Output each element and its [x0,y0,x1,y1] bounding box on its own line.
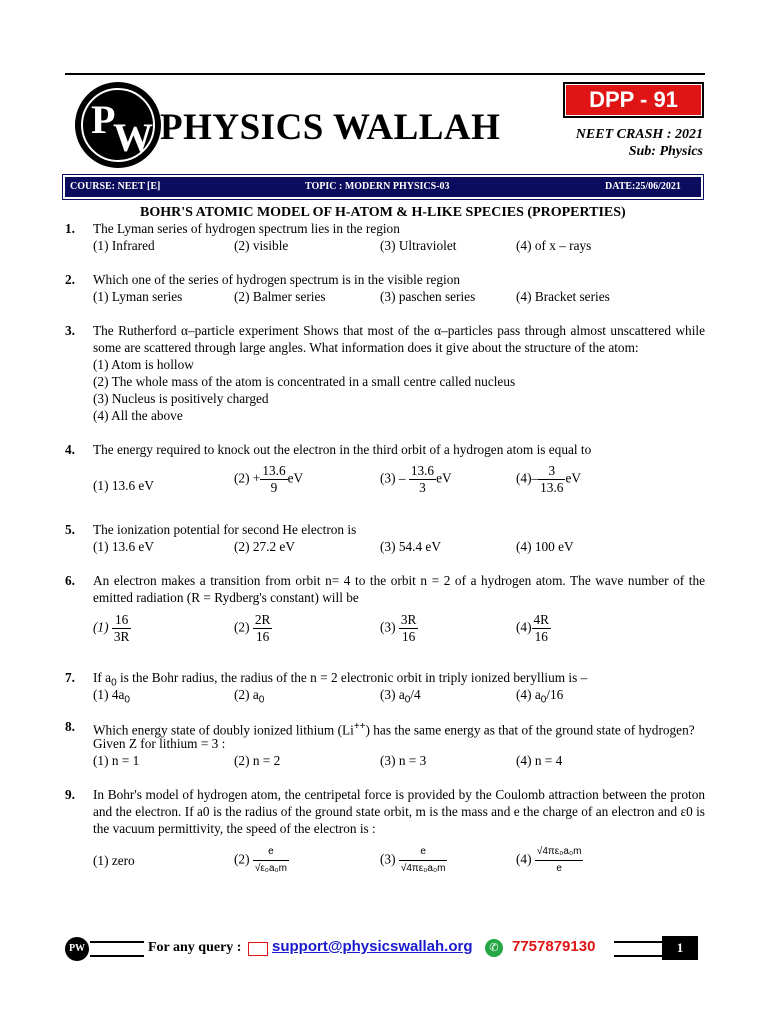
option-4: (4) All the above [93,408,183,423]
footer-query-label: For any query : [148,940,242,955]
option-3: (3) $\frac{e}{\text{√4πε₀a₀m}}$ [380,846,446,874]
option-3: (3) Ultraviolet [380,238,457,253]
question-number: 3. [65,323,75,338]
question-text: In Bohr's model of hydrogen atom, the centripetal force is provided by the Coulomb attraction between the proton and the electron. If a0 is the radius of the ground state orbit, m is the mass and e the charge of an electron and ε0 is the vacuum permittivity, the speed of the electron is : [93,787,705,836]
question-number: 5. [65,522,75,537]
mail-icon [248,942,268,956]
topic-label: TOPIC : MODERN PHYSICS-03 [305,181,450,192]
option-4: (4)– $\frac{3}{13.6}$ eV [516,463,581,495]
option-2: (2) $a_0$ [234,687,265,706]
pw-logo: P W [75,82,161,168]
option-3: (3) 54.4 eV [380,539,441,554]
option-3: (3) – $\frac{13.6}{3}$ eV [380,463,452,495]
question-number: 6. [65,573,75,588]
option-3: (3) paschen series [380,289,476,304]
option-4: (4) $\frac{4R}{16}$ [516,612,550,644]
option-3: (3) n = 3 [380,753,427,768]
question-text: Which one of the series of hydrogen spectrum is in the visible region [93,272,461,287]
question-number: 2. [65,272,75,287]
question-text: The ionization potential for second He electron is [93,522,357,537]
question-text: If $a_0$ is the Bohr radius, the radius of the n = 2 electronic orbit in triply ionized beryllium is – [93,670,588,689]
question-text: The Rutherford α–particle experiment Shows that most of the α–particles pass through almost unscattered while some are scattered through large angles. What information does it give about the structure of the atom: [93,323,705,355]
option-2: (2) $\frac{2R}{16}$ [234,612,271,644]
subject-label: Sub: Physics [628,144,703,159]
question-line-2: Given Z for lithium = 3 : [93,736,226,751]
question-number: 4. [65,442,75,457]
option-4: (4) $\frac{\text{√4πε₀a₀m}}{e}$ [516,846,582,874]
option-2: (2) visible [234,238,289,253]
option-1: (1) $\frac{16}{3R}$ [93,612,130,644]
question-number: 1. [65,221,75,236]
dpp-badge: DPP - 91 [566,85,701,115]
option-3: (3) $\frac{3R}{16}$ [380,612,417,644]
option-4: (4) Bracket series [516,289,610,304]
option-1: (1) $4a_0$ [93,687,130,706]
option-3: (3) Nucleus is positively charged [93,391,269,406]
option-1: (1) 13.6 eV [93,539,154,554]
support-phone[interactable]: 7757879130 [512,938,596,955]
info-bar [65,177,701,197]
question-number: 7. [65,670,75,685]
question-number: 9. [65,787,75,802]
header-rule [65,73,705,75]
footer-logo: PW [65,937,89,961]
option-4: (4) of x – rays [516,238,592,253]
brand-name: PHYSICS WALLAH [160,107,501,148]
option-2: (2) Balmer series [234,289,326,304]
option-4: (4) n = 4 [516,753,563,768]
option-1: (1) n = 1 [93,753,140,768]
option-1: (1) Infrared [93,238,155,253]
option-2: (2) + $\frac{13.6}{9}$ eV [234,463,304,495]
page-title: BOHR'S ATOMIC MODEL OF H-ATOM & H-LIKE SPECIES (PROPERTIES) [140,205,626,220]
option-2: (2) n = 2 [234,753,281,768]
support-email-link[interactable]: support@physicswallah.org [272,938,473,955]
page-number: 1 [662,936,698,960]
question-text: An electron makes a transition from orbit n= 4 to the orbit n = 2 of a hydrogen atom. The wave number of the emitted radiation (R = Rydberg's constant) will be [93,573,705,605]
option-1: (1) Lyman series [93,289,183,304]
question-text: Which energy state of doubly ionized lithium (Li++) has the same energy as that of the ground state of hydrogen? [93,721,695,738]
course-label: COURSE: NEET [E] [70,181,161,192]
option-2: (2) The whole mass of the atom is concentrated in a small centre called nucleus [93,374,516,389]
question-text: The energy required to knock out the electron in the third orbit of a hydrogen atom is equal to [93,442,592,457]
date-label: DATE:25/06/2021 [605,181,681,192]
option-4: (4) 100 eV [516,539,574,554]
option-4: (4) $a_0/16$ [516,687,564,706]
option-1: (1) Atom is hollow [93,357,194,372]
question-number: 8. [65,719,75,734]
option-1: (1) 13.6 eV [93,478,154,493]
exam-label: NEET CRASH : 2021 [575,127,703,142]
whatsapp-icon: ✆ [485,939,503,957]
option-1: (1) zero [93,853,135,868]
question-text: The Lyman series of hydrogen spectrum lies in the region [93,221,400,236]
option-2: (2) $\frac{e}{\text{√ε₀a₀m}}$ [234,846,287,874]
option-2: (2) 27.2 eV [234,539,295,554]
option-3: (3) $a_0/4$ [380,687,421,706]
